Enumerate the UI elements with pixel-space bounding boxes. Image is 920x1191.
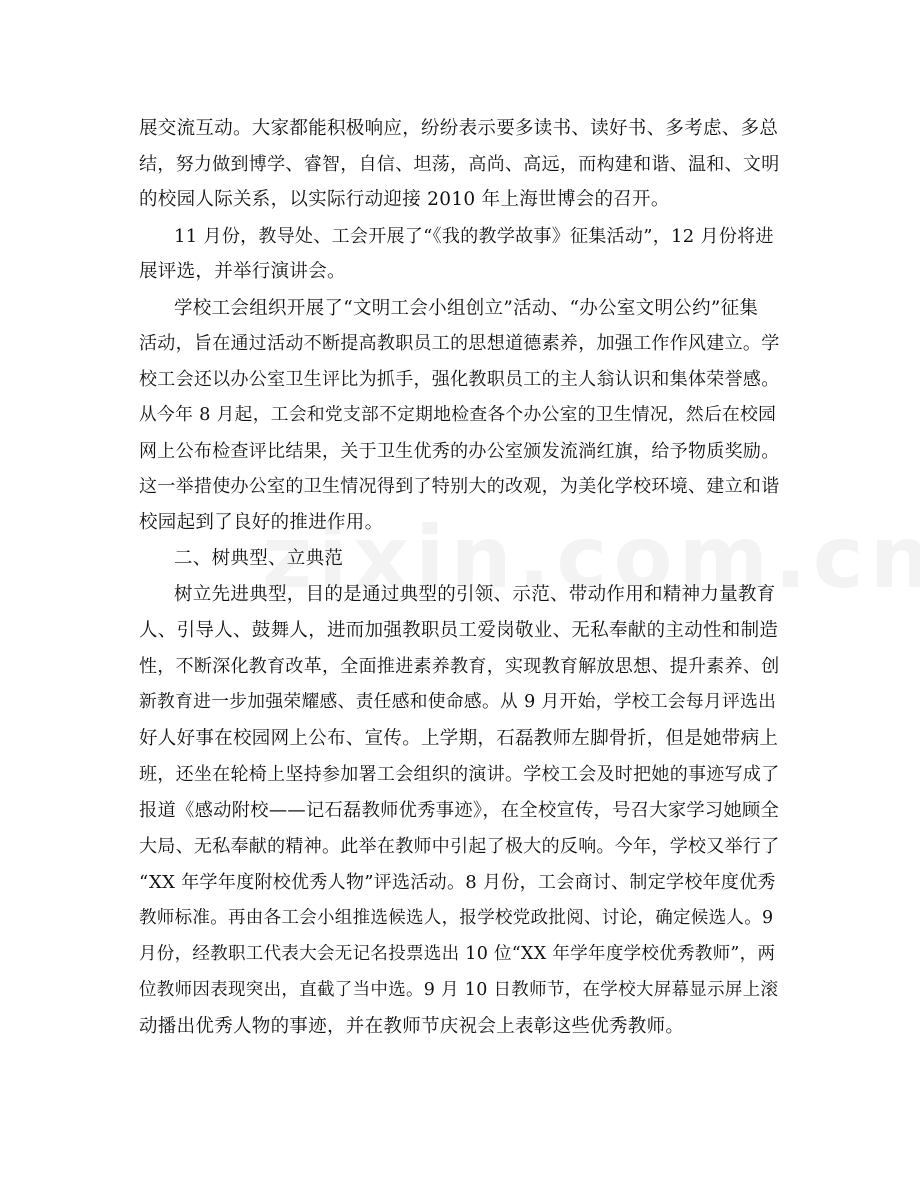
- text-line: 好人好事在校园网上公布、宣传。上学期，石磊教师左脚骨折，但是她带病上: [139, 728, 779, 749]
- text-line: 校工会还以办公室卫生评比为抓手，强化教职员工的主人翁认识和集体荣誉感。: [139, 369, 780, 390]
- text-line: 树立先进典型，目的是通过典型的引领、示范、带动作用和精神力量教育: [174, 584, 776, 605]
- text-line: 这一举措使办公室的卫生情况得到了特别大的改观，为美化学校环境、建立和谐: [139, 476, 780, 497]
- text-line: 展评选，并举行演讲会。: [139, 261, 346, 282]
- text-line: 网上公布检查评比结果，关于卫生优秀的办公室颁发流淌红旗，给予物质奖励。: [139, 441, 780, 462]
- text-line: 的校园人际关系，以实际行动迎接 2010 年上海世博会的召开。: [139, 189, 670, 210]
- section-heading: 二、树典型、立典范: [174, 548, 344, 569]
- text-line: 人、引导人、鼓舞人，进而加强教职员工爱岗敬业、无私奉献的主动性和制造: [139, 620, 779, 641]
- text-line: 月份，经教职工代表大会无记名投票选出 10 位“XX 年学年度学校优秀教师”，两: [139, 944, 776, 964]
- text-line: 性，不断深化教育改革，全面推进素养教育，实现教育解放思想、提升素养、创: [139, 656, 780, 677]
- text-line: 大局、无私奉献的精神。此举在教师中引起了极大的反响。今年，学校又举行了: [139, 836, 780, 857]
- text-line: 报道《感动附校——记石磊教师优秀事迹》，在全校宣传，号召大家学习她顾全: [139, 800, 780, 821]
- text-line: 动播出优秀人物的事迹，并在教师节庆祝会上表彰这些优秀教师。: [139, 1016, 685, 1037]
- text-line: 位教师因表现突出，直截了当中选。9 月 10 日教师节，在学校大屏幕显示屏上滚: [139, 980, 779, 1000]
- text-line: 展交流互动。大家都能积极响应，纷纷表示要多读书、读好书、多考虑、多总: [139, 118, 779, 139]
- text-line: 学校工会组织开展了“文明工会小组创立”活动、“办公室文明公约”征集: [174, 298, 759, 319]
- text-line: 11 月份，教导处、工会开展了“《我的教学故事》征集活动”，12 月份将进: [174, 226, 774, 247]
- text-line: 结，努力做到博学、睿智，自信、坦荡，高尚、高远，而构建和谐、温和、文明: [139, 154, 780, 175]
- text-line: 校园起到了良好的推进作用。: [139, 512, 384, 533]
- text-line: 从今年 8 月起，工会和党支部不定期地检查各个办公室的卫生情况，然后在校园: [139, 405, 777, 425]
- text-line: “XX 年学年度附校优秀人物”评选活动。8 月份，工会商讨、制定学校年度优秀: [139, 872, 776, 893]
- text-line: 新教育进一步加强荣耀感、责任感和使命感。从 9 月开始，学校工会每月评选出: [139, 692, 777, 712]
- text-line: 班，还坐在轮椅上坚持参加署工会组织的演讲。学校工会及时把她的事迹写成了: [139, 764, 780, 785]
- text-line: 教师标准。再由各工会小组推选候选人，报学校党政批阅、讨论，确定候选人。9: [139, 908, 774, 928]
- text-line: 活动，旨在通过活动不断提高教职员工的思想道德素养，加强工作作风建立。学: [139, 333, 780, 354]
